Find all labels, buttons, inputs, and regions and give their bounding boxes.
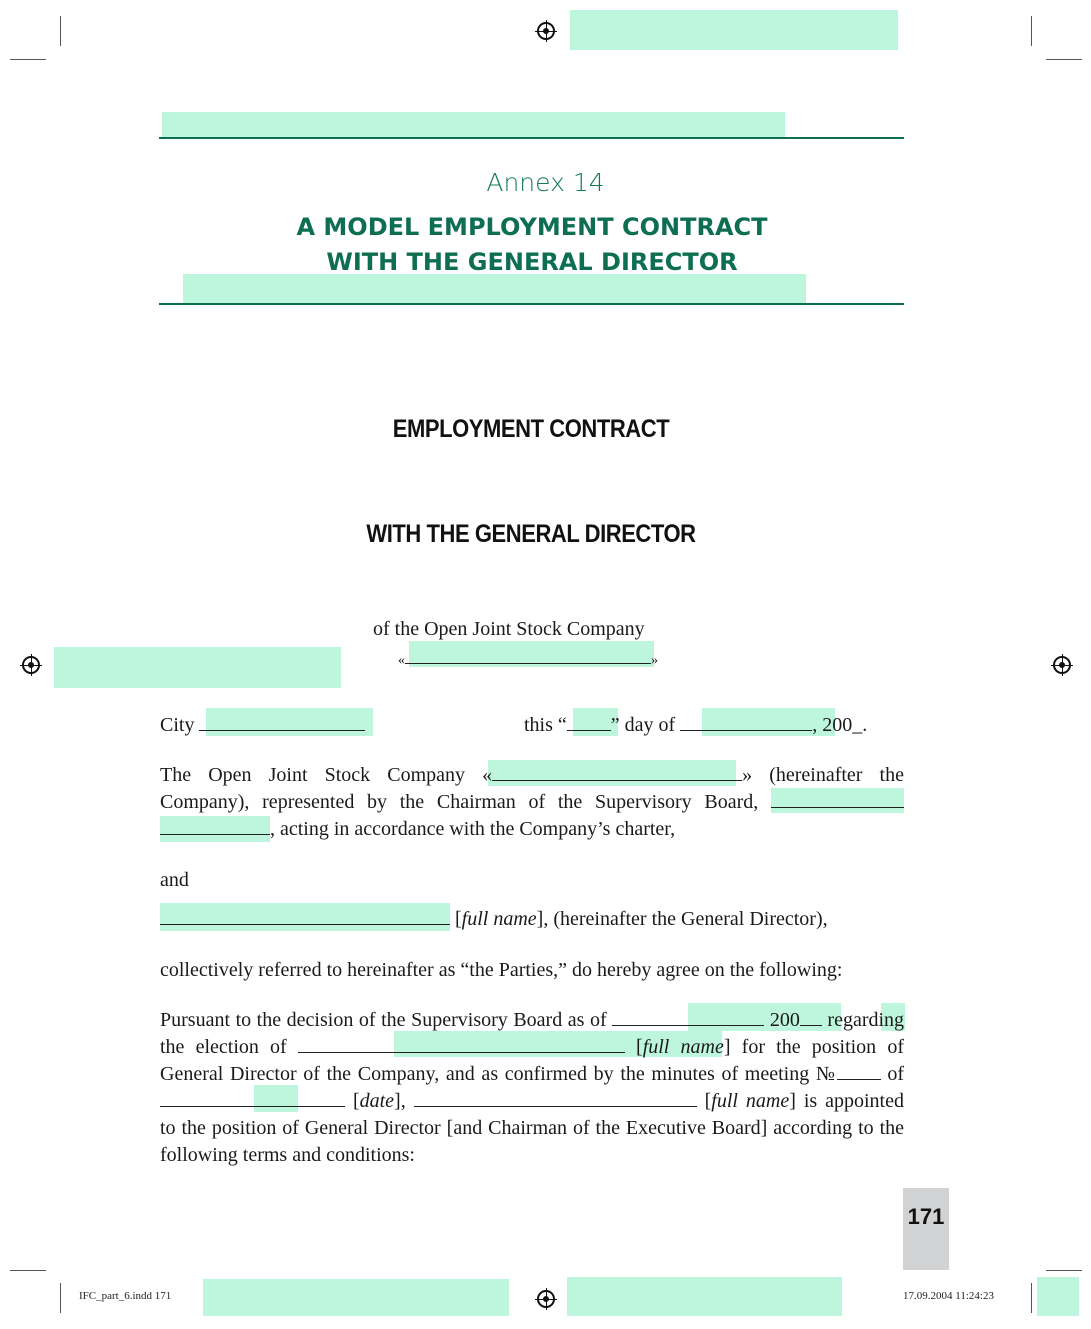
year-prefix: 200 — [769, 1009, 800, 1031]
of-label: of — [887, 1063, 904, 1085]
meeting-date-blank — [160, 1088, 345, 1107]
company-name-line — [398, 645, 658, 674]
chairman-blank-2 — [160, 816, 270, 835]
highlight-box — [567, 1277, 842, 1316]
registration-mark-icon — [537, 1290, 555, 1308]
appointee-name-blank — [414, 1088, 697, 1107]
crop-mark — [1046, 1270, 1082, 1271]
company-name-blank — [405, 645, 651, 664]
full-name-placeholder-3: full name — [711, 1090, 790, 1112]
para1-middle: » (hereinafter the Company), represented by the Chairman of the Supervisory Board, — [160, 764, 904, 813]
quote-close: » — [651, 653, 658, 668]
date-line — [524, 712, 867, 739]
city-line — [160, 712, 365, 739]
contract-heading: EMPLOYMENT CONTRACT — [392, 415, 670, 443]
annex-label: Annex 14 — [486, 168, 605, 197]
contract-subheading: WITH THE GENERAL DIRECTOR — [366, 520, 696, 548]
bottom-rule — [159, 303, 904, 305]
meeting-number-blank — [837, 1061, 881, 1080]
company-line: of the Open Joint Stock Company — [373, 618, 645, 640]
director-line — [160, 906, 828, 933]
crop-mark — [60, 1283, 61, 1313]
and-label: and — [160, 869, 189, 891]
date-placeholder: date — [359, 1090, 395, 1112]
crop-mark — [60, 16, 61, 46]
quote-open: « — [398, 653, 405, 668]
day-label: ” day of — [610, 714, 676, 736]
decision-date-blank — [612, 1007, 764, 1026]
para1-end: , acting in accordance with the Company’s charter, — [270, 818, 676, 840]
full-name-placeholder: full name — [461, 908, 537, 930]
appointment-paragraph: Pursuant to the decision of the Supervisory Board as of 200 regarding the election of [full name] for the position of General Director of the Company, and as confirmed by the minutes of meeting № of [date], [full name] is appointed to the position of General Director [and Chairman of the Executive Board] according to the following terms and conditions: — [160, 1009, 905, 1166]
collectively-line: collectively referred to hereinafter as “the Parties,” do hereby agree on the following: — [160, 959, 843, 981]
para2-election: regarding the election of — [160, 1009, 905, 1058]
director-name-blank — [160, 906, 450, 925]
company-blank — [492, 762, 742, 781]
day-blank — [567, 712, 611, 731]
crop-mark — [1046, 59, 1082, 60]
para1-start: The Open Joint Stock Company « — [160, 764, 493, 786]
this-label: this “ — [524, 714, 567, 736]
title-line-2: WITH THE GENERAL DIRECTOR — [326, 248, 738, 276]
director-line-end: ], (hereinafter the General Director), — [536, 908, 828, 930]
crop-mark — [1031, 16, 1032, 46]
bracket-open: [ — [455, 908, 462, 930]
para2-minutes: for the position of General Director of the Company, and as confirmed by the minutes of meeting № — [160, 1036, 904, 1085]
para2-start: Pursuant to the decision of the Supervisory Board as of — [160, 1009, 607, 1031]
highlight-box — [570, 10, 898, 50]
date-slug: 17.09.2004 11:24:23 — [903, 1290, 994, 1302]
year-label: , 200_. — [812, 714, 868, 736]
chairman-blank — [771, 789, 904, 808]
crop-mark — [10, 59, 46, 60]
highlight-box — [203, 1279, 509, 1316]
title-line-1: A MODEL EMPLOYMENT CONTRACT — [296, 213, 768, 241]
highlight-box — [162, 112, 785, 138]
highlight-box — [54, 647, 341, 688]
crop-mark — [10, 1270, 46, 1271]
registration-mark-icon — [1053, 656, 1071, 674]
top-rule — [159, 137, 904, 139]
city-blank — [199, 712, 365, 731]
crop-mark — [1031, 1283, 1032, 1313]
bracket-open-2: [ — [636, 1036, 643, 1058]
full-name-placeholder-2: full name — [642, 1036, 724, 1058]
file-slug: IFC_part_6.indd 171 — [79, 1290, 172, 1302]
city-label: City — [160, 714, 195, 736]
month-blank — [680, 712, 812, 731]
highlight-box — [1037, 1277, 1079, 1316]
registration-mark-icon — [22, 656, 40, 674]
parties-paragraph — [160, 762, 904, 843]
elected-name-blank — [298, 1034, 625, 1053]
registration-mark-icon — [537, 22, 555, 40]
year-blank — [800, 1007, 822, 1026]
annex-title — [0, 210, 1064, 280]
page-number: 171 — [903, 1188, 949, 1270]
para2-end: is appointed to the position of General Director [and Chairman of the Executive Board] according to the following terms and conditions: — [160, 1090, 904, 1166]
